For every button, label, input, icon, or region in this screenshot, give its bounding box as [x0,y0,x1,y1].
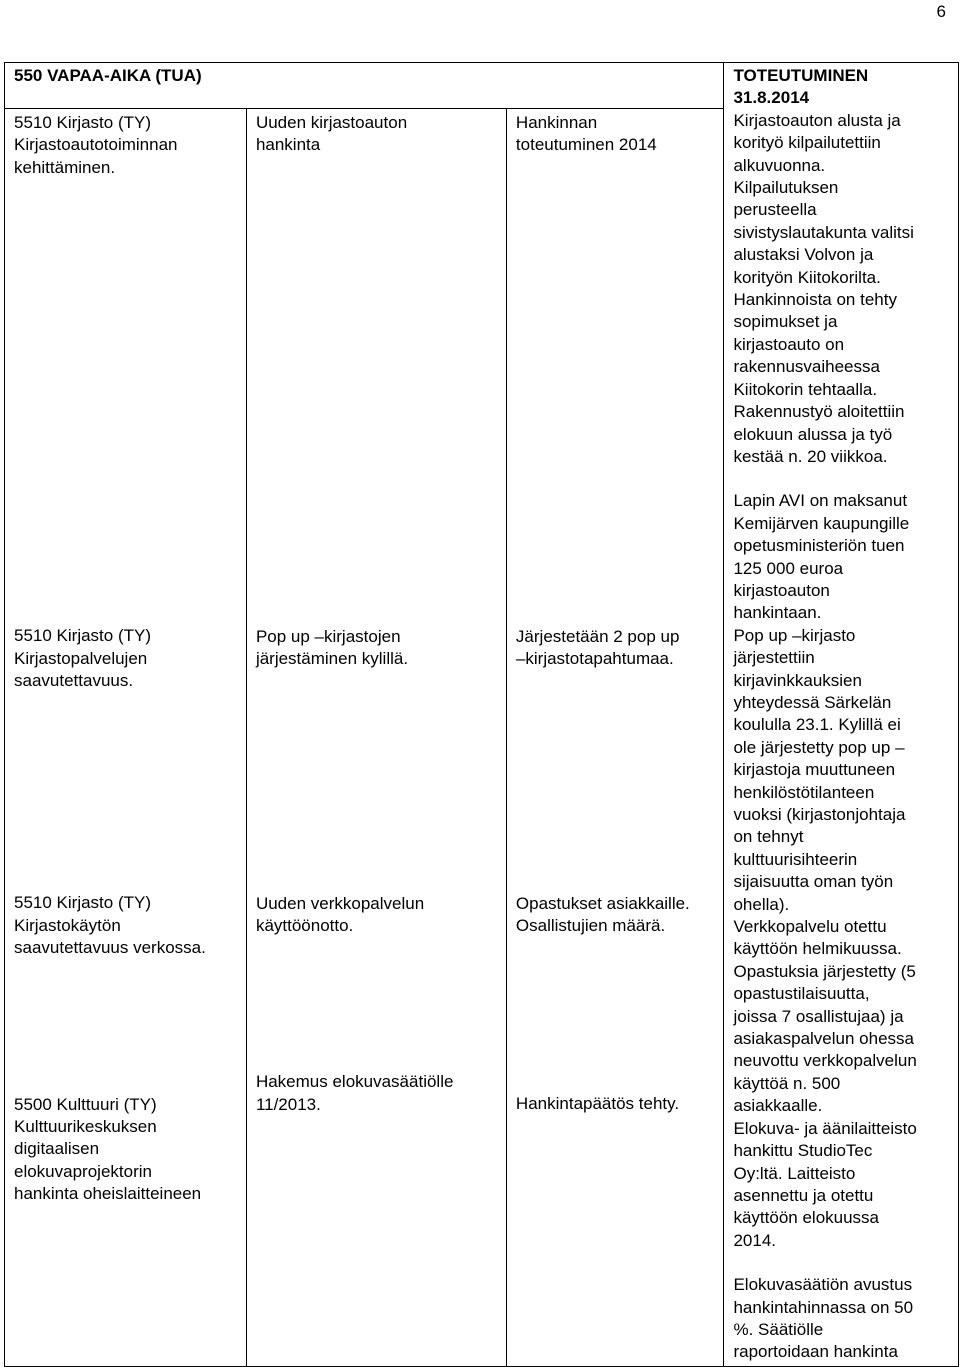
action-film-application: Hakemus elokuvasäätiölle 11/2013. [255,1072,454,1114]
status-header: TOTEUTUMINEN 31.8.2014 [733,66,869,108]
section-header [5,63,724,109]
measure-guidance: Opastukset asiakkaille. Osallistujien määrä. [515,893,690,936]
spacer [516,157,718,626]
action-column [246,109,506,1367]
measure-procurement: Hankintapäätös tehty. [515,1094,680,1114]
spacer [256,937,500,1071]
result-library-bus: Kirjastoauton alusta ja korityö kilpailutettiin alkuvuonna. Kilpailutuksen perusteella sivistyslautakunta valitsi alustaksi Volvon ja korityön Kiitokorilta. Hankinnoista on tehty sopimukset ja kirjastoauto on rakennusvaiheessa Kiitokorin tehtaalla. Rakennustyö aloitettiin elokuun alussa ja työ kestää n. 20 viikkoa. [733,110,914,466]
result-library-bus-funding: Lapin AVI on maksanut Kemijärven kaupungille opetusministeriön tuen 125 000 euroa kirjastoauton hankintaan. [733,491,910,623]
status-column [724,63,959,1367]
spacer [14,692,240,892]
table-header-row [5,63,959,109]
implementation-table [4,62,959,1367]
spacer [516,937,718,1093]
result-film-projector-funding: Elokuvasäätiön avustus hankintahinnassa on 50 %. Säätiölle raportoidaan hankinta [733,1275,914,1362]
measure-popup-events: Järjestetään 2 pop up –kirjastotapahtumaa. [515,626,680,669]
action-popup-libraries: Pop up –kirjastojen järjestäminen kylillä. [255,626,409,669]
spacer [733,1252,952,1274]
result-popup-libraries: Pop up –kirjasto järjestettiin kirjavinkkauksien yhteydessä Särkelän koululla 23.1. Kylillä ei ole järjestetty pop up – kirjastoja muuttuneen henkilöstötilanteen vuoksi (kirjastonjohtaja on tehnyt kulttuurisihteerin sijaisuutta oman työn ohella). [733,625,906,914]
spacer [256,157,500,626]
spacer [14,179,240,625]
result-web-service: Verkkopalvelu otettu käyttöön helmikuussa. Opastuksia järjestetty (5 opastustilaisuutta, joissa 7 osallistujaa) ja asiakaspalvelun ohessa neuvottu verkkopalvelun käyttöä n. 500 asiakkaalle. [733,917,917,1116]
goal-library-services: 5510 Kirjasto (TY) Kirjastopalvelujen saavutettavuus. [14,626,151,691]
result-film-projector: Elokuva- ja äänilaitteisto hankittu StudioTec Oy:ltä. Laitteisto asennettu ja otettu käyttöön elokuussa 2014. [733,1118,917,1250]
goal-library-bus: 5510 Kirjasto (TY) Kirjastoautotoiminnan kehittäminen. [14,113,178,177]
action-library-bus: Uuden kirjastoauton hankinta [255,113,408,155]
page-number: 6 [936,2,946,21]
spacer [516,671,718,893]
measure-library-bus: Hankinnan toteutuminen 2014 [515,113,657,155]
spacer [14,960,240,1094]
measure-column [506,109,724,1367]
goal-culture-projector: 5500 Kulttuuri (TY) Kulttuurikeskuksen digitaalisen elokuvaprojektorin hankinta oheislaitteineen [14,1094,202,1204]
goal-column [5,109,247,1367]
spacer [256,671,500,893]
spacer [733,468,952,490]
action-web-service: Uuden verkkopalvelun käyttöönotto. [255,893,425,936]
section-title: 550 VAPAA-AIKA (TUA) [14,66,202,85]
goal-library-online: 5510 Kirjasto (TY) Kirjastokäytön saavutettavuus verkossa. [14,893,206,958]
